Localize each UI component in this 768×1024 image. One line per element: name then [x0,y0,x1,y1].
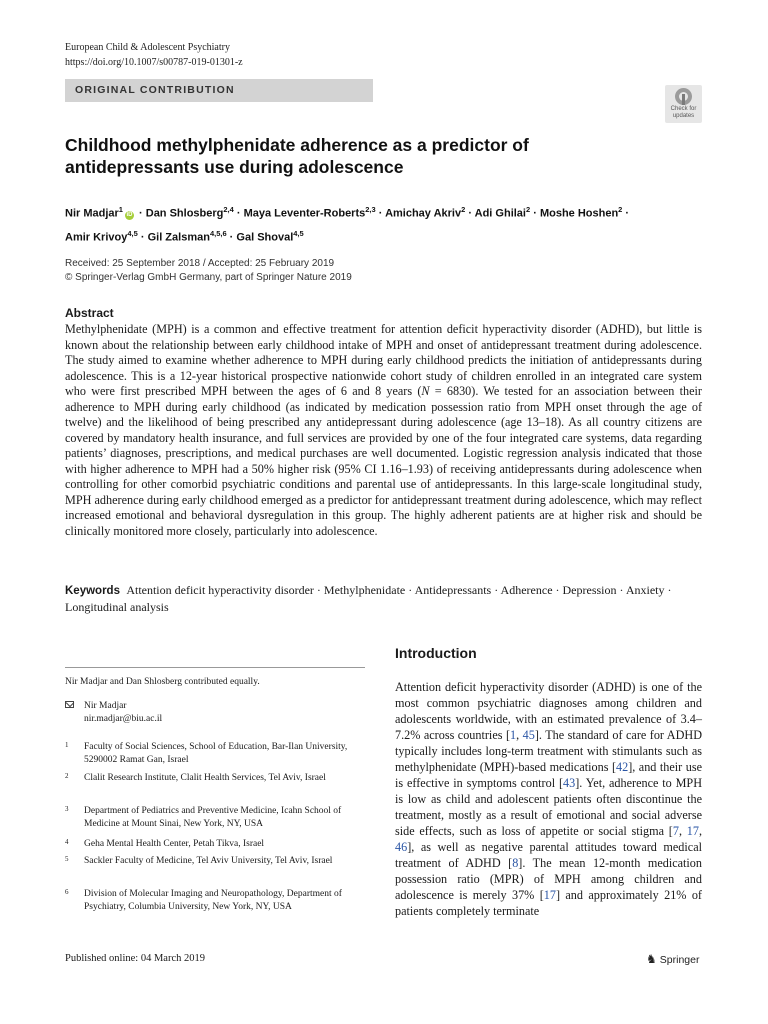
citation-link[interactable]: 8 [512,856,519,870]
author-name[interactable]: Adi Ghilai [474,207,526,220]
affiliation [65,888,355,913]
crossmark-line2: updates [672,112,695,119]
corresponding-author [65,700,162,725]
affiliation [65,741,355,766]
introduction-heading: Introduction [395,645,477,661]
abstract-heading: Abstract [65,306,114,320]
affiliation [65,838,355,851]
check-for-updates-badge[interactable] [665,85,702,123]
affiliation-number: 4 [65,838,69,846]
author-name[interactable]: Moshe Hoshen [539,207,619,220]
doi-link[interactable]: https://doi.org/10.1007/s00787-019-01301-z [65,57,243,68]
affiliation-number: 3 [65,805,69,813]
intro-text: ], as well as negative parental attitudes toward medical treatment of ADHD [ [395,840,702,870]
keywords-list: Attention deficit hyperactivity disorder · Methylphenidate · Antidepressants · Adherence · Depression · Anxiety · Longitudinal analysis [65,583,672,614]
journal-header [65,40,243,70]
citation-link[interactable]: 17 [543,888,556,902]
author-affil: 1 [118,205,123,214]
author-name[interactable]: Gil Zalsman [147,231,210,244]
affiliation-text: Division of Molecular Imaging and Neuropathology, Department of Psychiatry, Columbia University, New York, NY, USA [84,889,342,912]
intro-text: , [698,824,702,838]
affiliation-text: Department of Pediatrics and Preventive Medicine, Icahn School of Medicine at Mount Sinai, New York, NY, USA [84,806,342,829]
crossmark-icon [675,88,692,105]
copyright: © Springer-Verlag GmbH Germany, part of Springer Nature 2019 [65,272,352,283]
intro-text: Attention deficit hyperactivity disorder (ADHD) is one of the most common psychiatric diagnoses among children and adolescents worldwide, with an estimated prevalence of 3.4–7.2% across countries [ [395,680,702,742]
intro-text: ]. Yet, adherence to MPH is low as child and adolescent patients often discontinue the treatment, mostly as a result of emotional and social adverse side effects, such as loss of appetite or social stigma [ [395,776,703,838]
article-type-banner: ORIGINAL CONTRIBUTION [65,79,373,102]
citation-link[interactable]: 17 [686,824,699,838]
equal-contribution-note: Nir Madjar and Dan Shlosberg contributed equally. [65,677,260,687]
author-name[interactable]: Gal Shoval [236,231,294,244]
abstract-part-b: = 6830). We tested for an association between their adherence to MPH during early childhood (as indicated by medication possession ratio from MPH onset through the age of twelve) and the likelihood of being prescribed any antidepressant during adolescence (age 13–18). As all country citizens are covered by mandatory health insurance, and full services are provided by one of the four integrated care systems, data regarding patients’ diagnoses, prescriptions, and medical purchases are well documented. Logistic regression analysis indicated that those with higher adherence to MPH had a 50% higher risk (95% CI 1.16–1.93) of receiving antidepressants during adolescence when controlling for other comorbid psychiatric conditions and parental use of antidepressants. In this large-scale longitudinal study, MPH adherence during early childhood emerged as a predictor for antidepressant treatment during adolescence, which may reflect increased emotional and behavioral dysregulation in this group. The highly adherent patients are at higher risk and should be clinically monitored more closely, particularly into adolescence. [65,384,702,538]
publisher-logo [646,952,699,966]
author-affil: 4,5 [127,228,138,238]
article-dates [65,257,352,285]
footnote-divider [65,667,365,668]
affiliation-number: 1 [65,741,69,749]
affiliation-text: Sackler Faculty of Medicine, Tel Aviv University, Tel Aviv, Israel [84,856,333,866]
author-name[interactable]: Amir Krivoy [65,231,128,244]
published-date: Published online: 04 March 2019 [65,953,205,964]
author-name[interactable]: Dan Shlosberg [145,207,224,220]
intro-text: ], and their use is effective in symptoms control [ [395,760,702,790]
journal-name: European Child & Adolescent Psychiatry [65,42,230,53]
intro-text: , [678,824,687,838]
author-affil: 4,5 [293,228,304,238]
author-affil: 2 [525,205,531,214]
corresponding-name: Nir Madjar [84,701,127,711]
author-affil: 2,4 [223,205,234,214]
keywords-label: Keywords [65,585,120,597]
received-accepted: Received: 25 September 2018 / Accepted: 25 February 2019 [65,258,335,269]
author-affil: 2 [461,205,466,214]
author-affil: 2 [618,205,623,214]
citation-link[interactable]: 42 [616,760,629,774]
author-name[interactable]: Maya Leventer-Roberts [243,207,366,220]
envelope-icon [65,701,74,708]
intro-text: ]. The mean 12-month medication possession ratio (MPR) of MPH among children and adolescence is merely 37% [ [395,856,702,902]
affiliation-number: 2 [65,772,69,780]
n-symbol: N [421,384,430,398]
author-affil: 4,5,6 [209,228,227,238]
affiliation [65,805,355,830]
affiliation-number: 5 [65,855,69,863]
springer-horse-icon: ♞ [646,952,657,966]
affiliation-number: 6 [65,888,69,896]
affiliation-text: Geha Mental Health Center, Petah Tikva, Israel [84,839,265,849]
affiliation [65,772,355,785]
publisher-name: Springer [659,954,700,966]
author-name[interactable]: Amichay Akriv [385,207,462,220]
author-name[interactable]: Nir Madjar [65,207,119,220]
orcid-icon[interactable]: iD [126,211,133,218]
intro-text: , [516,728,523,742]
affiliation-text: Clalit Research Institute, Clalit Health Services, Tel Aviv, Israel [84,773,326,783]
crossmark-line1: Check for [670,106,697,112]
citation-link[interactable]: 7 [672,824,679,838]
citation-link[interactable]: 46 [395,840,408,854]
abstract-part-a: Methylphenidate (MPH) is a common and effective treatment for attention deficit hyperactivity disorder (ADHD), but little is known about the relationship between early childhood intake of MPH and onset of antidepressant treatment during adolescence. The study aimed to examine whether adherence to MPH during early childhood predicts the initiation of antidepressants during adolescence. This is a 12-year historical prospective nationwide cohort study of children enrolled in an integrated care system who were first prescribed MPH between the ages of 6 and 8 years ( [65,322,702,398]
citation-link[interactable]: 43 [563,776,576,790]
abstract-text [65,322,702,539]
corresponding-email[interactable]: nir.madjar@biu.ac.il [84,713,163,724]
citation-link[interactable]: 45 [522,728,535,742]
introduction-text [395,679,702,919]
article-title: Childhood methylphenidate adherence as a predictor of antidepressants use during adolescence [65,135,529,177]
intro-text: ]. The standard of care for ADHD typically includes long-term treatment with stimulants such as methylphenidate (MPH)-based medications [ [395,728,702,774]
affiliation-text: Faculty of Social Sciences, School of Education, Bar-Ilan University, 5290002 Ramat Gan, Israel [84,742,348,765]
intro-text: ] and approximately 21% of patients completely terminate [395,888,702,918]
author-affil: 2,3 [365,205,376,214]
citation-link[interactable]: 1 [510,728,517,742]
affiliation [65,855,355,868]
keywords [65,582,705,615]
author-list: Nir Madjar$^1$iD · Dan Shlosberg$^{2,4}$ · Maya Leventer-Roberts$^{2,3}$ · Amichay Akriv$^2$ · Adi Ghilai$^2$ · Moshe Hoshen$^2$ · Amir Krivoy$^{4,5}$ · Gil Zalsman$^{4,5,6}$ · Gal Shoval$^{4,5}$ [65,205,630,244]
